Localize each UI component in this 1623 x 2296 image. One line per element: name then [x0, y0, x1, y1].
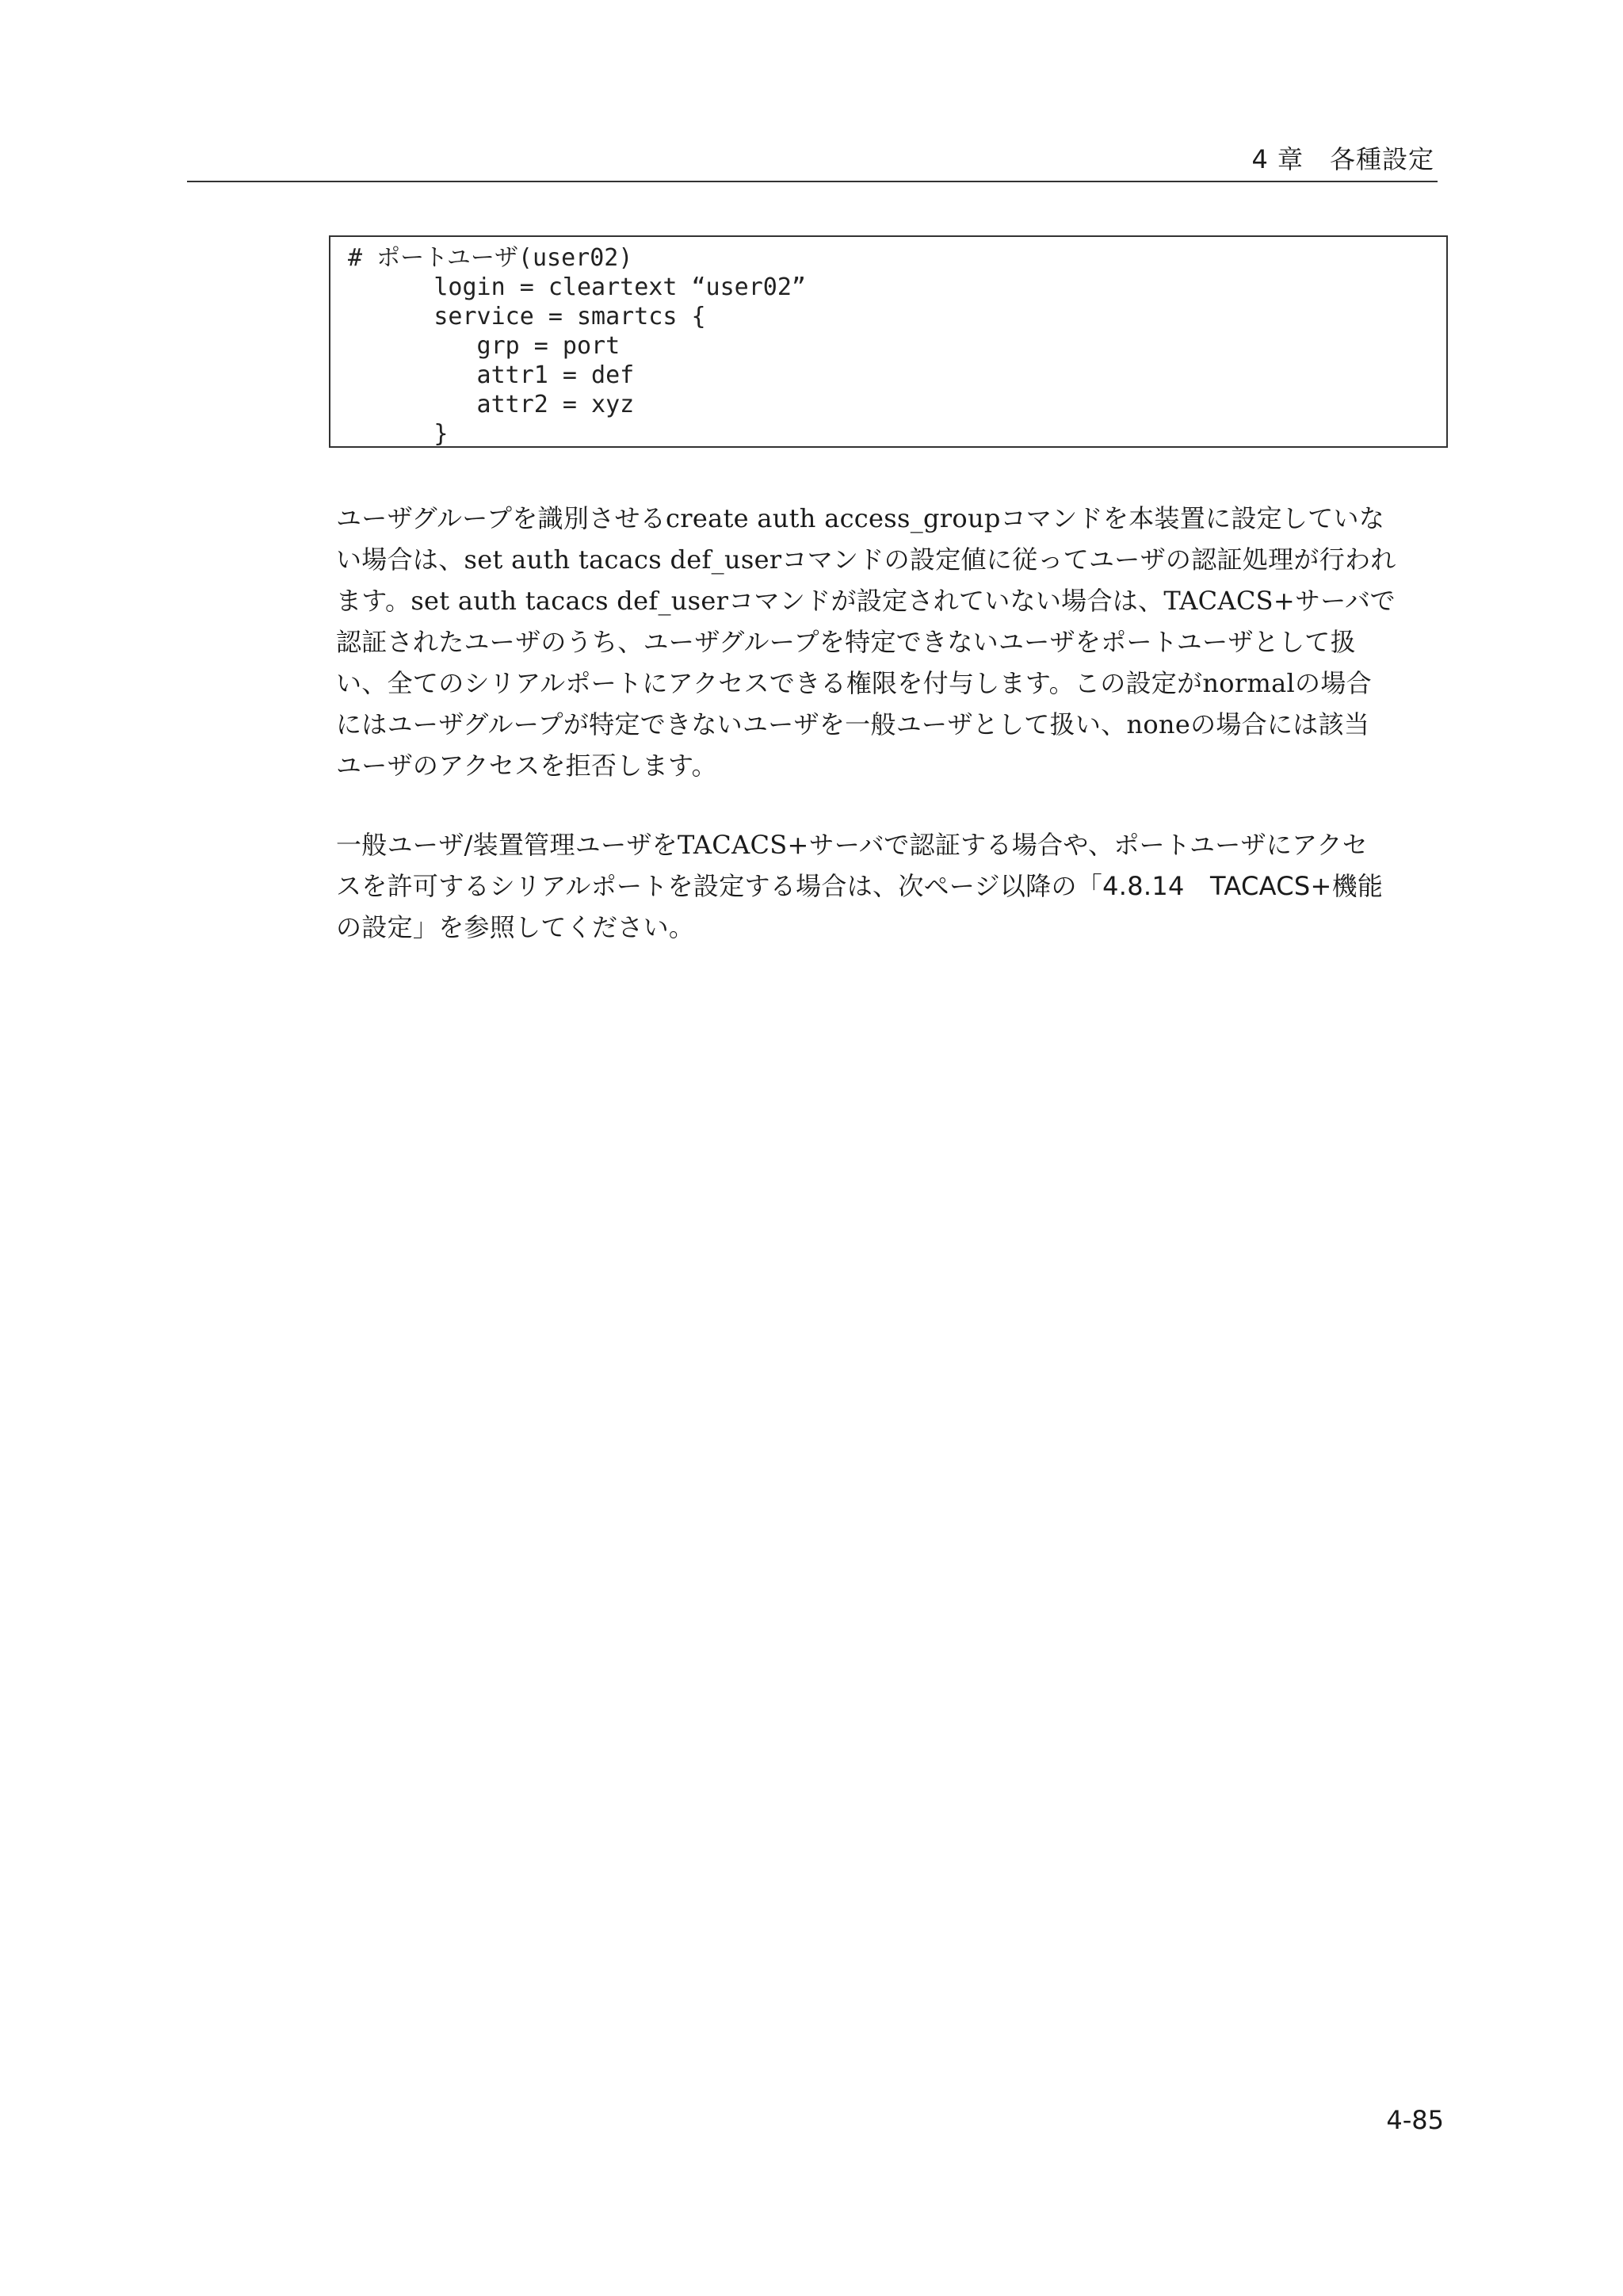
section-reference: 4.8.14 TACACS+機能	[1102, 871, 1384, 901]
chapter-title: 4 章 各種設定	[1251, 144, 1434, 174]
code-line: grp = port	[348, 332, 621, 360]
body-paragraph-2	[336, 824, 1445, 948]
paragraph-line: にはユーザグループが特定できないユーザを一般ユーザとして扱い、noneの場合には該当	[336, 709, 1370, 739]
page-header	[187, 133, 1438, 182]
code-line: service = smartcs {	[348, 303, 706, 330]
paragraph-line: ユーザグループを識別させるcreate auth access_groupコマンドを本装置に設定していな	[336, 503, 1385, 533]
paragraph-text: スを許可するシリアルポートを設定する場合は、次ページ以降の「	[336, 871, 1103, 901]
paragraph-text: 」を参照してください。	[412, 912, 695, 942]
paragraph-line: ユーザのアクセスを拒否します。	[336, 751, 717, 781]
paragraph-line: い、全てのシリアルポートにアクセスできる権限を付与します。この設定がnormalの場合	[336, 668, 1372, 698]
page-number: 4-85	[1386, 2105, 1444, 2135]
paragraph-line: ます。set auth tacacs def_userコマンドが設定されていない場合は、TACACS+サーバで	[336, 586, 1396, 616]
paragraph-line	[336, 907, 1445, 948]
paragraph-line: 一般ユーザ/装置管理ユーザをTACACS+サーバで認証する場合や、ポートユーザにアクセ	[336, 830, 1369, 860]
paragraph-line: い場合は、set auth tacacs def_userコマンドの設定値に従ってユーザの認証処理が行われ	[336, 544, 1396, 575]
body-paragraph-1	[336, 498, 1445, 786]
code-line: attr1 = def	[348, 361, 635, 389]
code-line: }	[348, 420, 449, 448]
code-line: attr2 = xyz	[348, 391, 635, 418]
code-line: # ポートユーザ(user02)	[348, 244, 633, 272]
paragraph-line: 認証されたユーザのうち、ユーザグループを特定できないユーザをポートユーザとして扱	[336, 627, 1356, 657]
paragraph-line	[336, 865, 1445, 907]
code-block	[329, 235, 1448, 448]
section-reference: の設定	[336, 912, 413, 942]
code-line: login = cleartext “user02”	[348, 273, 806, 301]
